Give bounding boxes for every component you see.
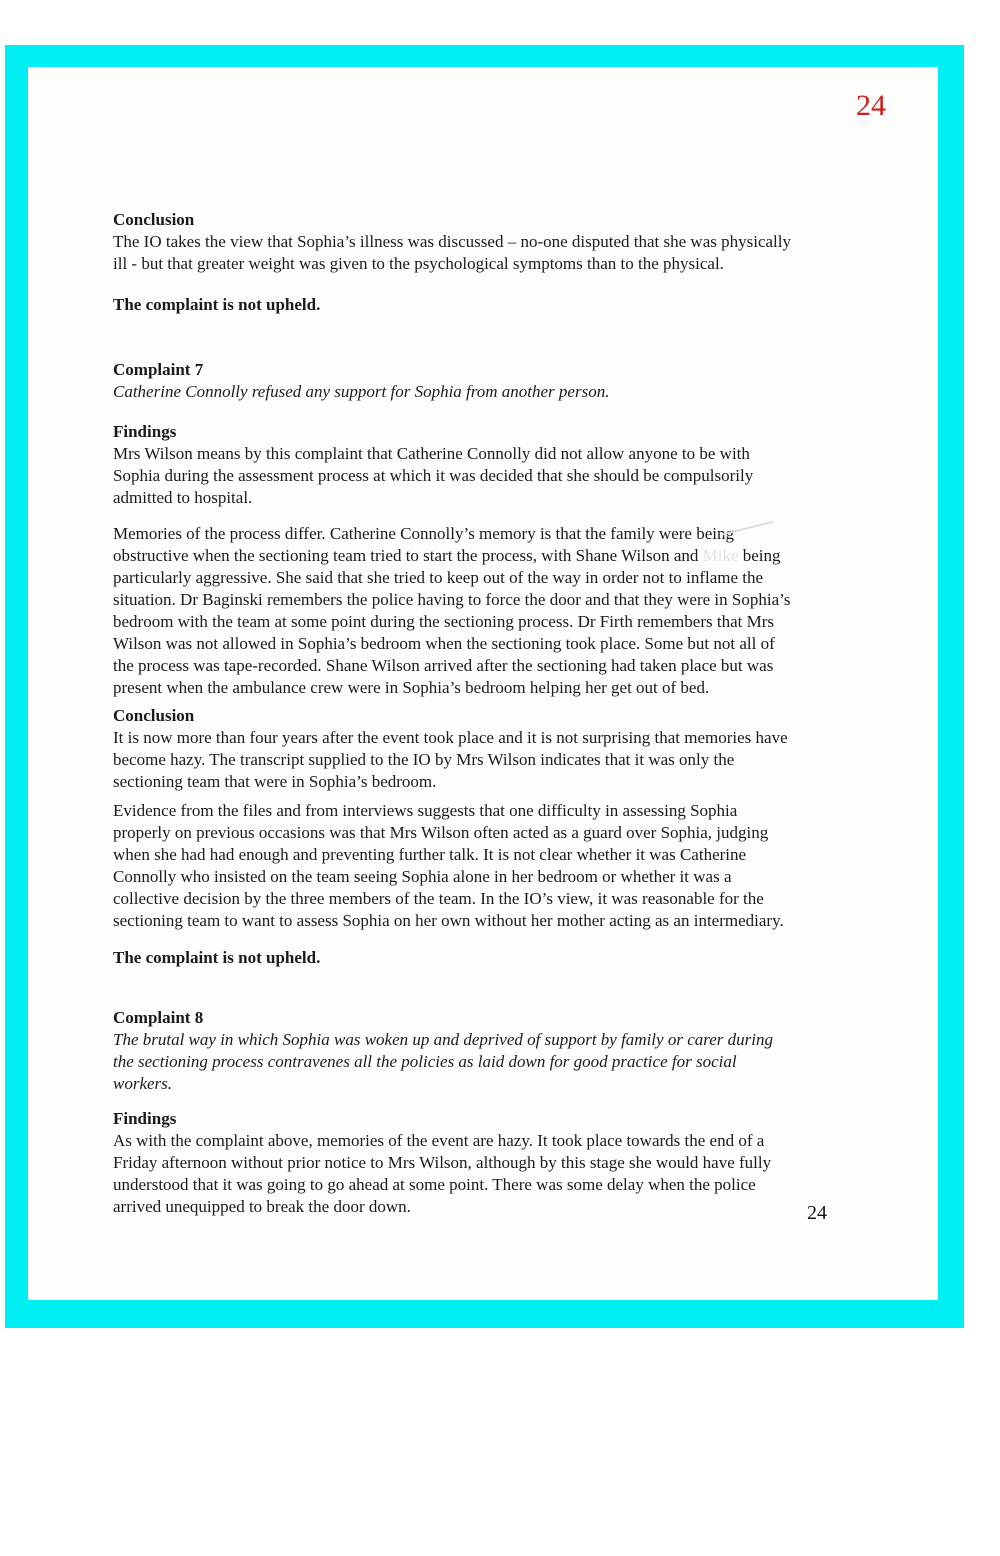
body-line-text: being: [742, 546, 781, 565]
body-line: present when the ambulance crew were in Sophia’s bedroom helping her get out of bed.: [113, 678, 710, 697]
section-heading: Findings: [113, 422, 177, 441]
body-line-text: obstructive when the sectioning team tried to start the process, with Shane Wilson and: [113, 546, 699, 565]
section-heading: Conclusion: [113, 706, 195, 725]
body-line: arrived unequipped to break the door down.: [113, 1197, 411, 1216]
body-line: properly on previous occasions was that Mrs Wilson often acted as a guard over Sophia, judging: [113, 823, 769, 842]
body-line: Connolly who insisted on the team seeing Sophia alone in her bedroom or whether it was a: [113, 867, 732, 886]
paragraph: [113, 523, 853, 699]
paragraph: [113, 443, 853, 509]
body-line: the process was tape-recorded. Shane Wilson arrived after the sectioning had taken place but was: [113, 656, 774, 675]
document-content: [28, 67, 853, 1218]
scan-border-frame: [5, 45, 964, 1328]
redacted-name: Mike: [702, 546, 739, 565]
body-line: [113, 545, 853, 567]
body-line: Friday afternoon without prior notice to Mrs Wilson, although by this stage she would have fully: [113, 1153, 772, 1172]
section-heading: Findings: [113, 1109, 177, 1128]
body-line: Memories of the process differ. Catherine Connolly’s memory is that the family were being: [113, 524, 734, 543]
page-number-top: 24: [856, 89, 886, 122]
section-heading: Complaint 8: [113, 1008, 204, 1027]
body-line: workers.: [113, 1074, 173, 1093]
verdict-line: The complaint is not upheld.: [113, 295, 321, 314]
body-line: understood that it was going to go ahead at some point. There was some delay when the police: [113, 1175, 756, 1194]
body-line: Catherine Connolly refused any support for Sophia from another person.: [113, 382, 610, 401]
body-line: Evidence from the files and from interviews suggests that one difficulty in assessing Sophia: [113, 801, 738, 820]
body-line: when she had had enough and preventing further talk. It is not clear whether it was Catherine: [113, 845, 747, 864]
section-heading: Complaint 7: [113, 360, 204, 379]
body-line: Sophia during the assessment process at which it was decided that she should be compulsorily: [113, 466, 754, 485]
paragraph: [113, 1130, 853, 1218]
body-line: situation. Dr Baginski remembers the police having to force the door and that they were in Sophia’s: [113, 590, 791, 609]
body-line: The brutal way in which Sophia was woken up and deprived of support by family or carer during: [113, 1030, 773, 1049]
body-line: It is now more than four years after the event took place and it is not surprising that memories have: [113, 728, 788, 747]
body-line: admitted to hospital.: [113, 488, 253, 507]
paragraph: [113, 231, 853, 275]
body-line: the sectioning process contravenes all the policies as laid down for good practice for social: [113, 1052, 737, 1071]
body-line: Wilson was not allowed in Sophia’s bedroom when the sectioning took place. Some but not all of: [113, 634, 775, 653]
body-line: particularly aggressive. She said that she tried to keep out of the way in order not to inflame the: [113, 568, 764, 587]
body-line: Mrs Wilson means by this complaint that Catherine Connolly did not allow anyone to be with: [113, 444, 750, 463]
verdict-line: The complaint is not upheld.: [113, 948, 321, 967]
paragraph: [113, 800, 853, 932]
body-line: ill - but that greater weight was given to the psychological symptoms than to the physical.: [113, 254, 724, 273]
paragraph: [113, 727, 853, 793]
body-line: As with the complaint above, memories of the event are hazy. It took place towards the end of a: [113, 1131, 765, 1150]
body-line: collective decision by the three members of the team. In the IO’s view, it was reasonable for the: [113, 889, 764, 908]
body-line: bedroom with the team at some point during the sectioning process. Dr Firth remembers that Mrs: [113, 612, 774, 631]
page-number-bottom: 24: [807, 1202, 827, 1224]
body-line: The IO takes the view that Sophia’s illness was discussed – no-one disputed that she was physically: [113, 232, 791, 251]
body-line: sectioning team that were in Sophia’s bedroom.: [113, 772, 437, 791]
complaint-statement: [113, 381, 853, 403]
complaint-statement: [113, 1029, 853, 1095]
document-page: [28, 67, 938, 1300]
section-heading: Conclusion: [113, 210, 195, 229]
body-line: become hazy. The transcript supplied to the IO by Mrs Wilson indicates that it was only the: [113, 750, 735, 769]
body-line: sectioning team to want to assess Sophia on her own without her mother acting as an intermediary.: [113, 911, 784, 930]
